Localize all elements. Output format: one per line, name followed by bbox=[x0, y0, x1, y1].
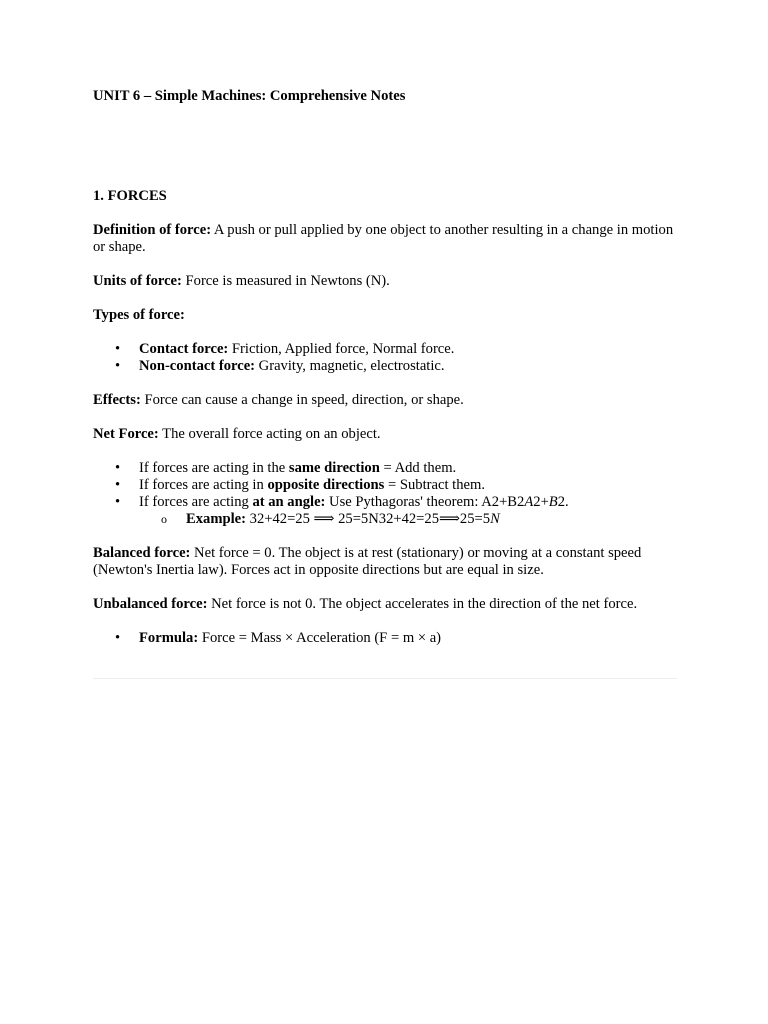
list-item-emphasis: opposite directions bbox=[267, 477, 385, 493]
document-title: UNIT 6 – Simple Machines: Comprehensive Notes bbox=[93, 88, 406, 104]
list-item bbox=[93, 341, 677, 358]
list-item-text: If forces are acting in bbox=[139, 477, 268, 493]
sub-bullet-icon: o bbox=[161, 512, 167, 526]
units-text: Force is measured in Newtons (N). bbox=[181, 273, 390, 289]
bullet-icon: • bbox=[115, 494, 121, 510]
example-unit: N bbox=[490, 511, 500, 527]
unbalanced-force-label: Unbalanced force: bbox=[93, 596, 208, 612]
effects-text: Force can cause a change in speed, direction, or shape. bbox=[140, 392, 464, 408]
list-item bbox=[93, 460, 677, 477]
list-item-text: If forces are acting bbox=[139, 494, 253, 510]
net-force-list bbox=[93, 460, 677, 528]
definition-label: Definition of force: bbox=[93, 222, 212, 238]
contact-force-text: Friction, Applied force, Normal force. bbox=[228, 341, 455, 357]
net-force-label: Net Force: bbox=[93, 426, 159, 442]
example-list bbox=[139, 511, 677, 528]
balanced-force-label: Balanced force: bbox=[93, 545, 191, 561]
balanced-force-text: Net force = 0. The object is at rest (stationary) or moving at a constant speed (Newton's Inertia law). Forces act in opposite directions but are equal in size. bbox=[93, 545, 642, 578]
list-item bbox=[93, 630, 677, 647]
definition-paragraph bbox=[93, 222, 677, 256]
math-variable: A bbox=[524, 494, 534, 510]
effects-paragraph bbox=[93, 392, 677, 409]
list-item-emphasis: at an angle: bbox=[252, 494, 326, 510]
definition-text: A push or pull applied by one object to another resulting in a change in motion or shape. bbox=[93, 222, 674, 255]
unbalanced-force-paragraph bbox=[93, 596, 677, 613]
non-contact-force-label: Non-contact force: bbox=[139, 358, 256, 374]
list-item-emphasis: same direction bbox=[288, 460, 380, 476]
math-variable: B bbox=[548, 494, 558, 510]
example-label: Example: bbox=[186, 511, 246, 527]
horizontal-divider bbox=[93, 678, 677, 679]
balanced-force-paragraph bbox=[93, 545, 677, 579]
bullet-icon: • bbox=[115, 630, 121, 646]
section-heading: 1. FORCES bbox=[93, 188, 167, 204]
unbalanced-force-text: Net force is not 0. The object accelerates in the direction of the net force. bbox=[207, 596, 638, 612]
net-force-text: The overall force acting on an object. bbox=[158, 426, 381, 442]
list-item-text: = Add them. bbox=[379, 460, 457, 476]
types-list bbox=[93, 341, 677, 375]
bullet-icon: • bbox=[115, 358, 121, 374]
contact-force-label: Contact force: bbox=[139, 341, 229, 357]
bullet-icon: • bbox=[115, 460, 121, 476]
list-item bbox=[93, 494, 677, 528]
list-item-text: If forces are acting in the bbox=[139, 460, 289, 476]
types-paragraph bbox=[93, 307, 677, 324]
formula-text: Force = Mass × Acceleration (F = m × a) bbox=[198, 630, 442, 646]
list-item bbox=[93, 358, 677, 375]
list-item-text: = Subtract them. bbox=[384, 477, 485, 493]
bullet-icon: • bbox=[115, 341, 121, 357]
list-item bbox=[93, 477, 677, 494]
units-label: Units of force: bbox=[93, 273, 182, 289]
example-text: 32+42=25 ⟹ 25=5N32+42=25⟹25=5 bbox=[246, 511, 491, 527]
bullet-icon: • bbox=[115, 477, 121, 493]
document-content bbox=[93, 88, 677, 647]
types-label: Types of force: bbox=[93, 307, 185, 323]
math-text: 2. bbox=[557, 494, 569, 510]
list-item-text: Use Pythagoras' theorem: A2+B2 bbox=[325, 494, 525, 510]
net-force-paragraph bbox=[93, 426, 677, 443]
list-item bbox=[139, 511, 677, 528]
formula-list bbox=[93, 630, 677, 647]
math-text: 2+ bbox=[533, 494, 549, 510]
units-paragraph bbox=[93, 273, 677, 290]
effects-label: Effects: bbox=[93, 392, 141, 408]
non-contact-force-text: Gravity, magnetic, electrostatic. bbox=[255, 358, 445, 374]
formula-label: Formula: bbox=[139, 630, 199, 646]
